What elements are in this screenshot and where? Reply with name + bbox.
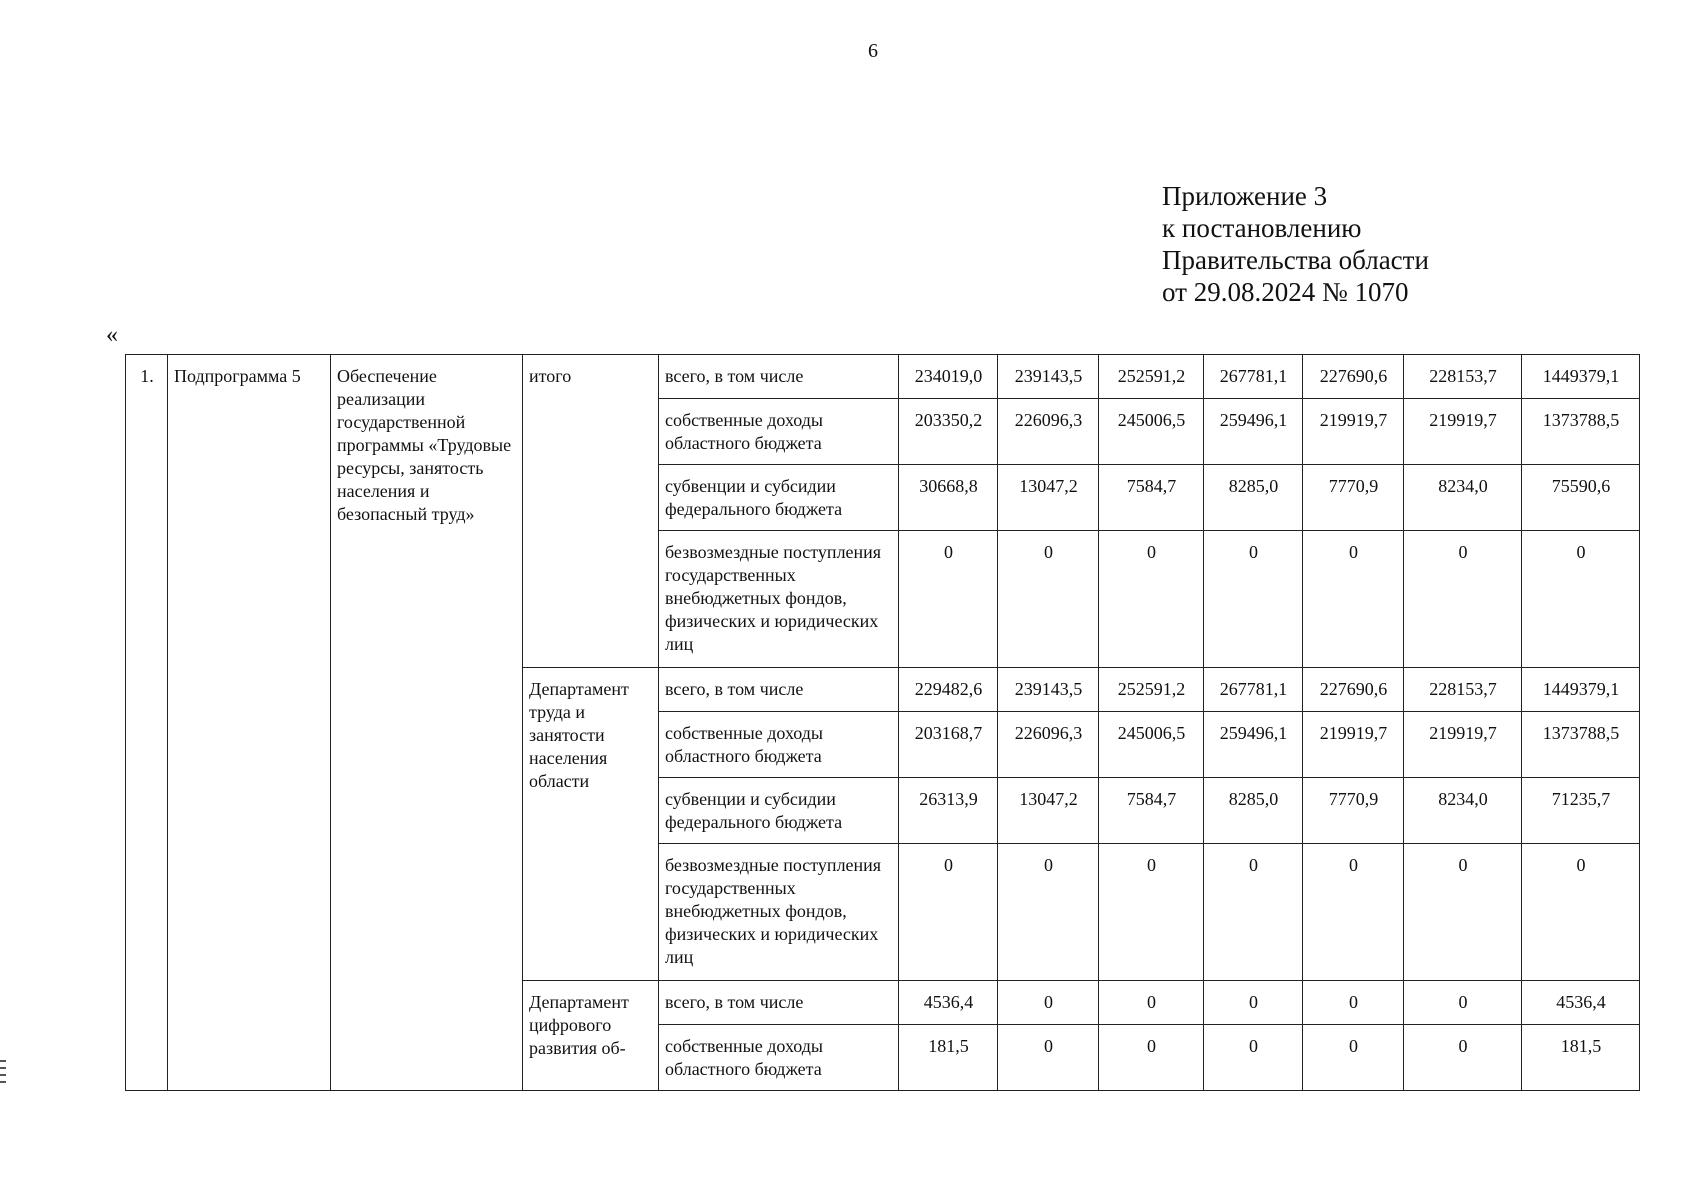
year-value-cell: 239143,5 [998, 668, 1099, 712]
year-value-cell: 228153,7 [1404, 355, 1522, 399]
total-value-cell: 0 [1522, 844, 1640, 981]
year-value-cell: 0 [998, 531, 1099, 668]
executor-cell: итого [523, 355, 659, 668]
year-value-cell: 181,5 [899, 1025, 998, 1091]
executor-cell: Департамент труда и занятости населения области [523, 668, 659, 981]
year-value-cell: 8234,0 [1404, 778, 1522, 844]
year-value-cell: 0 [1303, 844, 1404, 981]
total-value-cell: 181,5 [1522, 1025, 1640, 1091]
year-value-cell: 219919,7 [1303, 399, 1404, 465]
year-value-cell: 228153,7 [1404, 668, 1522, 712]
year-value-cell: 0 [1303, 1025, 1404, 1091]
funding-source-label: безвозмездные поступления государственных внебюджетных фондов, физических и юридических лиц [659, 531, 899, 668]
year-value-cell: 7770,9 [1303, 778, 1404, 844]
year-value-cell: 13047,2 [998, 778, 1099, 844]
executor-cell: Департамент цифрового развития об- [523, 981, 659, 1091]
funding-source-label: субвенции и субсидии федерального бюджета [659, 778, 899, 844]
appendix-header [1162, 180, 1429, 308]
year-value-cell: 0 [1303, 981, 1404, 1025]
year-value-cell: 203168,7 [899, 712, 998, 778]
year-value-cell: 219919,7 [1303, 712, 1404, 778]
appendix-line-2: к постановлению [1162, 213, 1362, 243]
year-value-cell: 8234,0 [1404, 465, 1522, 531]
year-value-cell: 0 [1204, 981, 1303, 1025]
year-value-cell: 4536,4 [899, 981, 998, 1025]
year-value-cell: 227690,6 [1303, 668, 1404, 712]
year-value-cell: 252591,2 [1099, 668, 1204, 712]
total-value-cell: 1373788,5 [1522, 399, 1640, 465]
year-value-cell: 234019,0 [899, 355, 998, 399]
year-value-cell: 30668,8 [899, 465, 998, 531]
funding-source-label: всего, в том числе [659, 981, 899, 1025]
total-value-cell: 71235,7 [1522, 778, 1640, 844]
appendix-line-3: Правительства области [1162, 245, 1429, 275]
year-value-cell: 259496,1 [1204, 712, 1303, 778]
program-number: 1. [126, 355, 168, 1091]
year-value-cell: 0 [1404, 981, 1522, 1025]
scan-edge-marks [0, 1060, 6, 1088]
year-value-cell: 229482,6 [899, 668, 998, 712]
year-value-cell: 0 [1099, 844, 1204, 981]
year-value-cell: 0 [1099, 1025, 1204, 1091]
year-value-cell: 226096,3 [998, 712, 1099, 778]
program-description: Обеспечение реализации государственной программы «Трудовые ресурсы, занятость населения и безопасный труд» [331, 355, 523, 1091]
year-value-cell: 0 [998, 844, 1099, 981]
funding-source-label: всего, в том числе [659, 355, 899, 399]
page-number: 6 [868, 40, 878, 62]
year-value-cell: 227690,6 [1303, 355, 1404, 399]
year-value-cell: 0 [998, 1025, 1099, 1091]
year-value-cell: 7584,7 [1099, 465, 1204, 531]
funding-source-label: собственные доходы областного бюджета [659, 1025, 899, 1091]
year-value-cell: 0 [1204, 531, 1303, 668]
funding-source-label: безвозмездные поступления государственных внебюджетных фондов, физических и юридических лиц [659, 844, 899, 981]
year-value-cell: 219919,7 [1404, 712, 1522, 778]
year-value-cell: 8285,0 [1204, 465, 1303, 531]
opening-quote: « [106, 322, 118, 348]
budget-table [125, 354, 1640, 1091]
year-value-cell: 0 [1204, 844, 1303, 981]
year-value-cell: 7770,9 [1303, 465, 1404, 531]
year-value-cell: 0 [1404, 844, 1522, 981]
appendix-line-1: Приложение 3 [1162, 181, 1328, 211]
year-value-cell: 0 [899, 531, 998, 668]
year-value-cell: 267781,1 [1204, 355, 1303, 399]
year-value-cell: 239143,5 [998, 355, 1099, 399]
year-value-cell: 0 [1204, 1025, 1303, 1091]
total-value-cell: 1449379,1 [1522, 668, 1640, 712]
year-value-cell: 219919,7 [1404, 399, 1522, 465]
funding-source-label: собственные доходы областного бюджета [659, 712, 899, 778]
total-value-cell: 4536,4 [1522, 981, 1640, 1025]
funding-source-label: собственные доходы областного бюджета [659, 399, 899, 465]
year-value-cell: 0 [1303, 531, 1404, 668]
year-value-cell: 203350,2 [899, 399, 998, 465]
year-value-cell: 245006,5 [1099, 399, 1204, 465]
year-value-cell: 8285,0 [1204, 778, 1303, 844]
year-value-cell: 226096,3 [998, 399, 1099, 465]
year-value-cell: 26313,9 [899, 778, 998, 844]
appendix-line-4: от 29.08.2024 № 1070 [1162, 277, 1409, 307]
total-value-cell: 1449379,1 [1522, 355, 1640, 399]
year-value-cell: 7584,7 [1099, 778, 1204, 844]
funding-source-label: всего, в том числе [659, 668, 899, 712]
year-value-cell: 0 [1099, 981, 1204, 1025]
year-value-cell: 0 [998, 981, 1099, 1025]
year-value-cell: 13047,2 [998, 465, 1099, 531]
year-value-cell: 259496,1 [1204, 399, 1303, 465]
year-value-cell: 0 [1099, 531, 1204, 668]
year-value-cell: 252591,2 [1099, 355, 1204, 399]
total-value-cell: 1373788,5 [1522, 712, 1640, 778]
funding-source-label: субвенции и субсидии федерального бюджета [659, 465, 899, 531]
year-value-cell: 0 [1404, 531, 1522, 668]
table-row [126, 355, 1640, 399]
year-value-cell: 245006,5 [1099, 712, 1204, 778]
year-value-cell: 0 [899, 844, 998, 981]
year-value-cell: 0 [1404, 1025, 1522, 1091]
year-value-cell: 267781,1 [1204, 668, 1303, 712]
total-value-cell: 75590,6 [1522, 465, 1640, 531]
program-name: Подпрограмма 5 [168, 355, 331, 1091]
total-value-cell: 0 [1522, 531, 1640, 668]
